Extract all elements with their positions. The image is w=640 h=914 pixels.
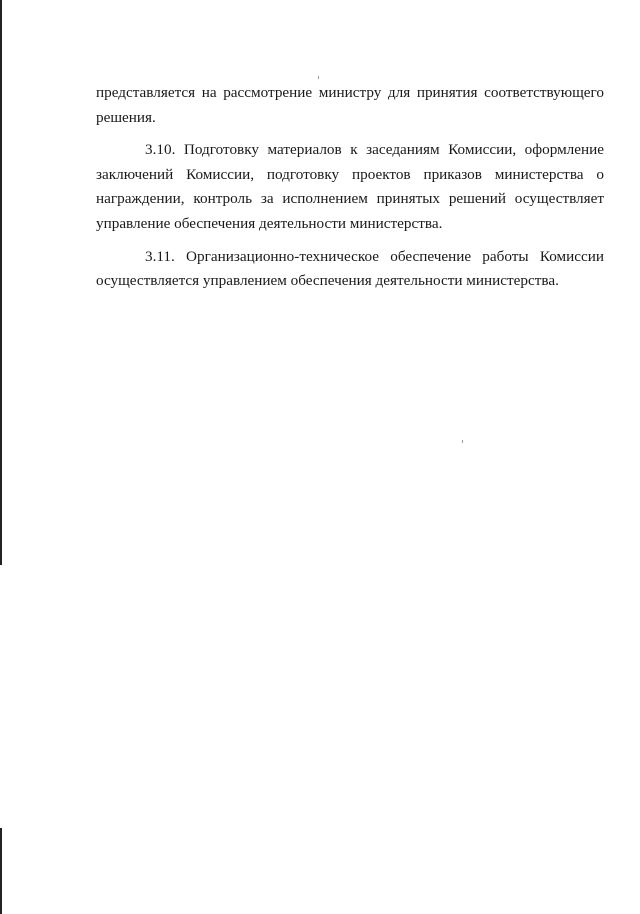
paragraph-3-11: 3.11. Организационно-техническое обеспечение работы Комиссии осуществляется управлением обеспечения деятельности министерства. — [96, 247, 604, 290]
paragraph-continuation: представляется на рассмотрение министру для принятия соответствующего решения. — [96, 84, 604, 126]
scan-speck — [318, 76, 319, 79]
paragraph-3-10: 3.10. Подготовку материалов к заседаниям Комиссии, оформление заключений Комиссии, подготовку проектов приказов министерства о награждении, контроль за исполнением принятых решений осуществляет управление обеспечения деятельности министерства. — [96, 141, 604, 232]
scan-edge-bottom — [0, 828, 2, 914]
scan-speck — [462, 440, 463, 443]
document-body — [96, 81, 604, 302]
scan-edge-top — [0, 0, 2, 565]
